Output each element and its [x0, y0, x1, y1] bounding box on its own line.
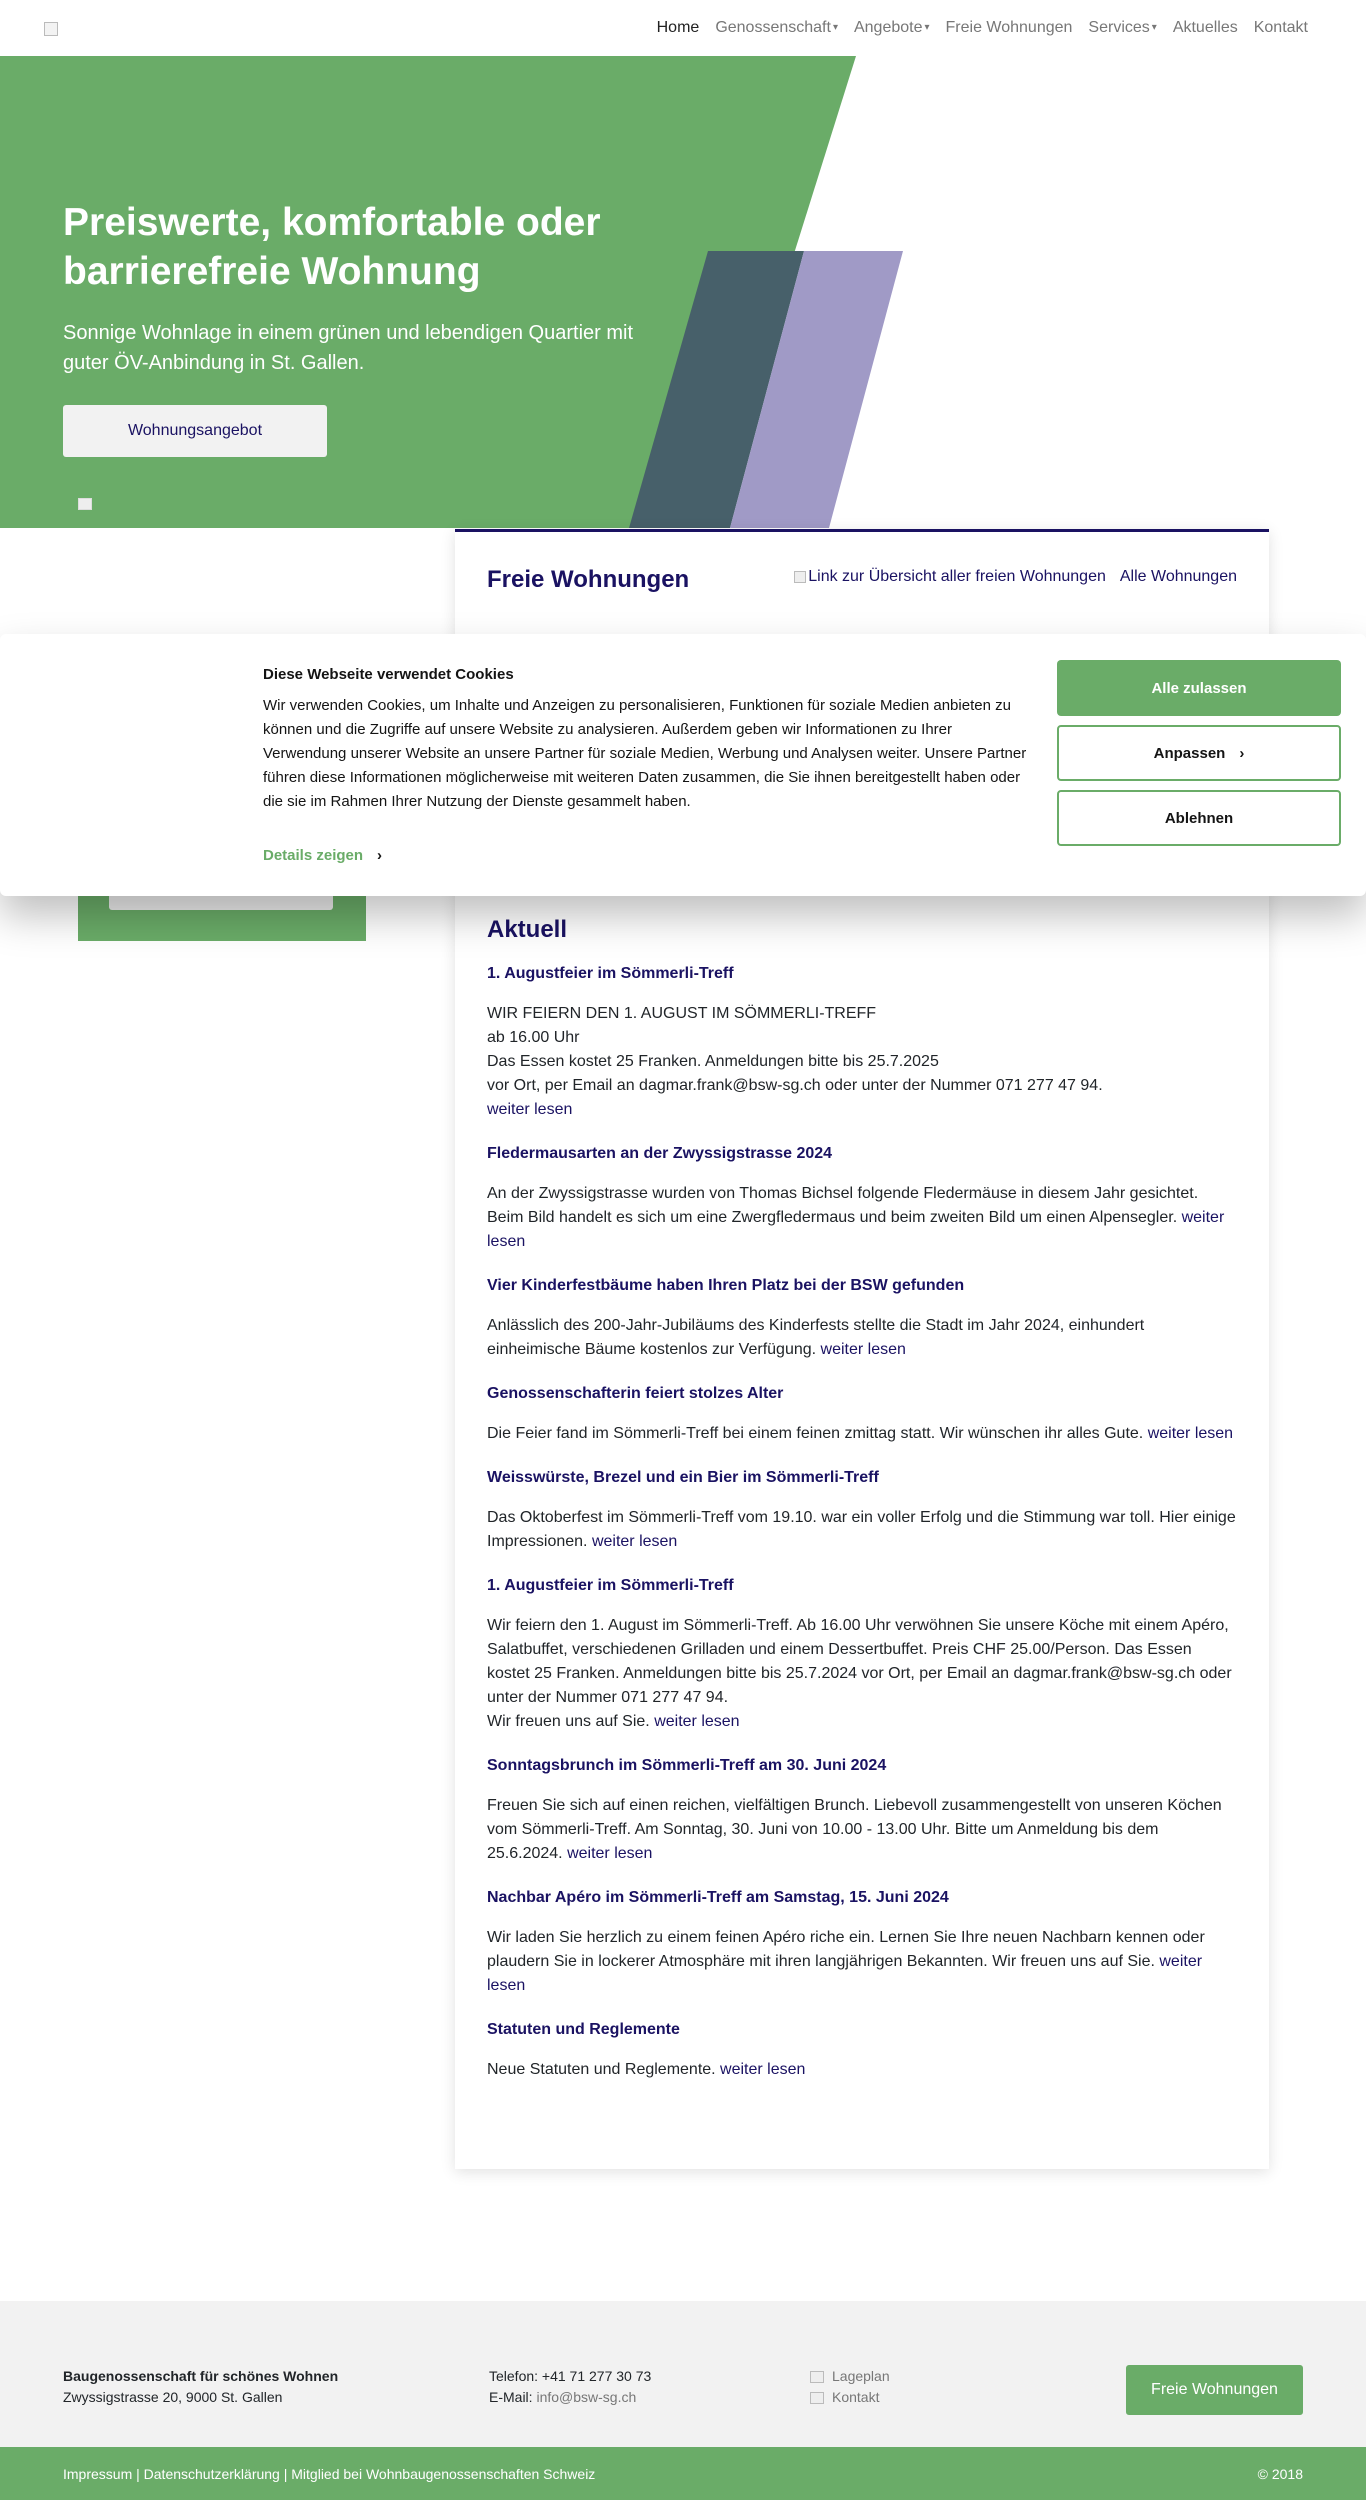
news-body-text: Neue Statuten und Reglemente. — [487, 2061, 721, 2078]
news-body-text: Die Feier fand im Sömmerli-Treff bei einem feinen zmittag statt. Wir wünschen ihr alles Gute. — [487, 1425, 1148, 1442]
weiter-lesen-link[interactable]: weiter lesen — [487, 1953, 1203, 1994]
nav-item-label: Home — [656, 19, 700, 36]
weiter-lesen-link[interactable]: weiter lesen — [720, 2061, 806, 2078]
caret-down-icon: ▾ — [1151, 22, 1157, 33]
customize-label: Anpassen — [1153, 744, 1226, 762]
news-body — [487, 1926, 1237, 1998]
nav-item-label: Services — [1088, 19, 1150, 36]
nav-item-label: Freie Wohnungen — [945, 19, 1073, 36]
footer-links — [810, 2366, 890, 2408]
caret-down-icon: ▾ — [924, 22, 930, 33]
nav-item-home[interactable] — [649, 17, 708, 41]
news-title[interactable]: 1. Augustfeier im Sömmerli-Treff — [487, 965, 734, 982]
weiter-lesen-link[interactable]: weiter lesen — [591, 1533, 678, 1550]
news-body-text: Wir laden Sie herzlich zu einem feinen Apéro riche ein. Lernen Sie Ihre neuen Nachbarn kennen oder plaudern Sie in lockerer Atmosphäre mit ihren langjährigen Bekannten. Wir freuen uns auf Sie. — [487, 1929, 1205, 1970]
aktuell-heading: Aktuell — [487, 916, 568, 943]
news-title[interactable]: Vier Kinderfestbäume haben Ihren Platz bei der BSW gefunden — [487, 1277, 965, 1294]
nav-item-aktuelles[interactable] — [1165, 17, 1246, 41]
weiter-lesen-link[interactable]: weiter lesen — [820, 1341, 906, 1358]
news-body-text: Das Oktoberfest im Sömmerli-Treff vom 19.10. war ein voller Erfolg und die Stimmung war toll. Hier einige Impressionen. — [487, 1509, 1236, 1550]
weiter-lesen-link[interactable]: weiter lesen — [1147, 1425, 1234, 1442]
news-body — [487, 1794, 1237, 1866]
broken-image-icon — [78, 498, 92, 510]
news-title[interactable]: 1. Augustfeier im Sömmerli-Treff — [487, 1577, 734, 1594]
nav-item-genossenschaft[interactable] — [707, 17, 846, 41]
news-title[interactable]: Genossenschafterin feiert stolzes Alter — [487, 1385, 784, 1402]
nav-item-freie-wohnungen[interactable] — [938, 17, 1081, 41]
org-name: Baugenossenschaft für schönes Wohnen — [63, 2368, 339, 2384]
email-link[interactable]: info@bsw-sg.ch — [536, 2389, 637, 2405]
news-body — [487, 1614, 1237, 1734]
kontakt-link[interactable] — [810, 2387, 890, 2408]
logo-image[interactable] — [44, 22, 58, 36]
phone-text: Telefon: +41 71 277 30 73 — [489, 2368, 652, 2384]
news-body — [487, 2058, 1237, 2082]
news-body-text: Anlässlich des 200-Jahr-Jubiläums des Kinderfests stellte die Stadt im Jahr 2024, einhundert einheimische Bäume kostenlos zur Verfügung. — [487, 1317, 1145, 1358]
details-label: Details zeigen — [263, 847, 364, 864]
news-title[interactable]: Sonntagsbrunch im Sömmerli-Treff am 30. Juni 2024 — [487, 1757, 887, 1774]
overview-link-alt: Link zur Übersicht aller freien Wohnungen — [808, 568, 1106, 585]
bottom-bar — [0, 2447, 1366, 2500]
news-body — [487, 1422, 1237, 1446]
news-title[interactable]: Fledermausarten an der Zwyssigstrasse 2024 — [487, 1145, 833, 1162]
nav-item-label: Kontakt — [1253, 19, 1308, 36]
news-item — [487, 962, 1237, 1122]
separator: | — [132, 2466, 144, 2482]
news-title[interactable]: Nachbar Apéro im Sömmerli-Treff am Samstag, 15. Juni 2024 — [487, 1889, 949, 1906]
nav-item-label: Genossenschaft — [715, 19, 831, 36]
hero-title: Preiswerte, komfortable oder barrierefreie Wohnung — [63, 201, 601, 293]
navbar — [0, 0, 1366, 56]
kontakt-label: Kontakt — [832, 2389, 880, 2405]
datenschutz-link[interactable]: Datenschutzerklärung — [143, 2466, 280, 2482]
overview-link-image[interactable] — [794, 568, 1106, 586]
org-address: Zwyssigstrasse 20, 9000 St. Gallen — [63, 2389, 283, 2405]
broken-image-icon — [810, 2392, 824, 2404]
lageplan-label: Lageplan — [832, 2368, 890, 2384]
wohnungsangebot-button[interactable]: Wohnungsangebot — [63, 405, 327, 457]
nav-item-angebote[interactable] — [846, 17, 938, 41]
news-title[interactable]: Weisswürste, Brezel und ein Bier im Sömmerli-Treff — [487, 1469, 879, 1486]
lageplan-link[interactable] — [810, 2366, 890, 2387]
weiter-lesen-link[interactable]: weiter lesen — [567, 1845, 653, 1862]
news-item — [487, 1466, 1237, 1554]
news-item — [487, 1142, 1237, 1254]
news-item — [487, 1574, 1237, 1734]
cookie-text: Wir verwenden Cookies, um Inhalte und Anzeigen zu personalisieren, Funktionen für soziale Medien anbieten zu können und die Zugriffe auf unsere Website zu analysieren. Außerdem geben wir Informationen zu Ihrer Verwendung unserer Website an unsere Partner für soziale Medien, Werbung und Analysen weiter. Unsere Partner führen diese Informationen möglicherweise mit weiteren Daten zusammen, die Sie ihnen bereitgestellt haben oder die sie im Rahmen Ihrer Nutzung der Dienste gesammelt haben. — [263, 697, 1027, 810]
news-body — [487, 1002, 1237, 1122]
card-links — [794, 568, 1237, 586]
news-list — [487, 962, 1237, 2102]
footer-address — [63, 2366, 338, 2408]
details-zeigen-link[interactable] — [263, 847, 382, 864]
copyright: © 2018 — [1257, 2466, 1303, 2482]
nav-item-kontakt[interactable] — [1246, 17, 1316, 41]
chevron-right-icon: › — [377, 847, 383, 864]
broken-image-icon — [810, 2371, 824, 2383]
alle-wohnungen-link[interactable]: Alle Wohnungen — [1119, 568, 1237, 585]
email-label: E-Mail: — [489, 2389, 537, 2405]
impressum-link[interactable]: Impressum — [63, 2466, 133, 2482]
news-item — [487, 1754, 1237, 1866]
news-body-text: An der Zwyssigstrasse wurden von Thomas Bichsel folgende Fledermäuse in diesem Jahr gesichtet. Beim Bild handelt es sich um eine Zwergfledermaus und beim zweiten Bild um einen Alpensegler. — [487, 1185, 1199, 1226]
caret-down-icon: ▾ — [832, 22, 838, 33]
weiter-lesen-link[interactable]: weiter lesen — [487, 1209, 1225, 1250]
hero-subtitle: Sonnige Wohnlage in einem grünen und lebendigen Quartier mit guter ÖV-Anbindung in St. Gallen. — [63, 322, 634, 374]
weiter-lesen-link[interactable]: weiter lesen — [487, 1101, 573, 1118]
cookie-banner — [0, 634, 1366, 896]
footer-contact — [489, 2366, 651, 2408]
weiter-lesen-link[interactable]: weiter lesen — [654, 1713, 740, 1730]
news-item — [487, 2018, 1237, 2082]
news-body — [487, 1506, 1237, 1554]
freie-wohnungen-heading: Freie Wohnungen — [487, 566, 690, 593]
news-item — [487, 1886, 1237, 1998]
news-body — [487, 1314, 1237, 1362]
news-title[interactable]: Statuten und Reglemente — [487, 2021, 680, 2038]
news-body-text: WIR FEIERN DEN 1. AUGUST IM SÖMMERLI-TREFF ab 16.00 Uhr Das Essen kostet 25 Franken. Anmeldungen bitte bis 25.7.2025 vor Ort, per Email an dagmar.frank@bsw-sg.ch oder unter der Nummer 071 277 47 94. — [487, 1005, 1103, 1094]
customize-button[interactable] — [1057, 725, 1341, 781]
news-body — [487, 1182, 1237, 1254]
nav-item-services[interactable] — [1080, 17, 1164, 41]
broken-image-icon — [794, 571, 806, 583]
allow-all-button[interactable]: Alle zulassen — [1057, 660, 1341, 716]
news-item — [487, 1382, 1237, 1446]
news-item — [487, 1274, 1237, 1362]
decline-button[interactable]: Ablehnen — [1057, 790, 1341, 846]
legal-links — [63, 2466, 595, 2482]
nav-item-label: Angebote — [853, 19, 923, 36]
chevron-right-icon: › — [1239, 744, 1245, 762]
news-body-text: Wir feiern den 1. August im Sömmerli-Treff. Ab 16.00 Uhr verwöhnen Sie unsere Köche mit einem Apéro, Salatbuffet, verschiedenen Grilladen und einem Dessertbuffet. Preis CHF 25.00/Person. Das Essen kostet 25 Franken. Anmeldungen bitte bis 25.7.2024 vor Ort, per Email an dagmar.frank@bsw-sg.ch oder unter der Nummer 071 277 47 94. Wir freuen uns auf Sie. — [487, 1617, 1232, 1730]
news-body-text: Freuen Sie sich auf einen reichen, vielfältigen Brunch. Liebevoll zusammengestellt von unseren Köchen vom Sömmerli-Treff. Am Sonntag, 30. Juni von 10.00 - 13.00 Uhr. Bitte um Anmeldung bis dem 25.6.2024. — [487, 1797, 1222, 1862]
main-nav — [649, 17, 1316, 41]
mitglied-link[interactable]: Mitglied bei Wohnbaugenossenschaften Schweiz — [291, 2466, 596, 2482]
separator: | — [279, 2466, 292, 2482]
footer-freie-wohnungen-button[interactable]: Freie Wohnungen — [1126, 2365, 1303, 2415]
nav-item-label: Aktuelles — [1172, 19, 1238, 36]
footer — [0, 2301, 1366, 2447]
cookie-title: Diese Webseite verwendet Cookies — [263, 666, 514, 683]
